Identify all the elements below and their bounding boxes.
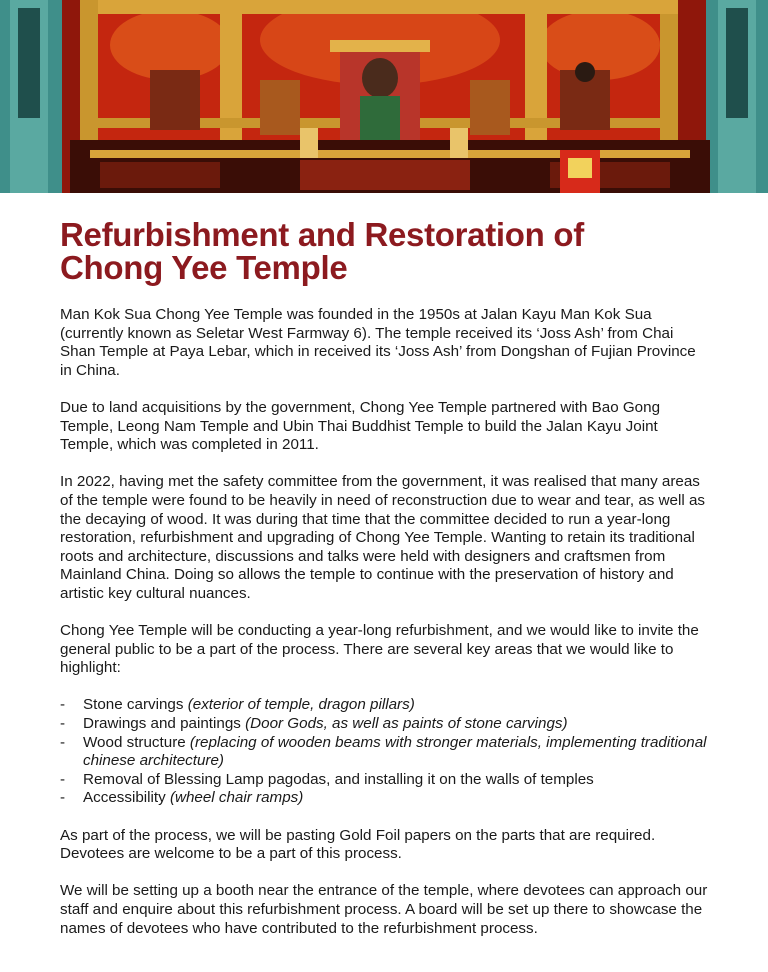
bullet-dash: - [60, 696, 66, 714]
list-item-detail: (replacing of wooden beams with stronger materials, implementing traditional chinese architecture) [83, 733, 707, 770]
key-areas-list [60, 696, 710, 808]
article [60, 218, 710, 957]
bullet-dash: - [60, 715, 66, 733]
temple-altar-illustration [0, 0, 768, 193]
bullet-dash: - [60, 789, 66, 807]
hero-temple-image [0, 0, 768, 193]
bullet-dash: - [60, 770, 66, 788]
list-item-detail: (exterior of temple, dragon pillars) [187, 696, 415, 714]
list-item-detail: (Door Gods, as well as paints of stone carvings) [245, 715, 568, 733]
paragraph-history: Man Kok Sua Chong Yee Temple was founded in the 1950s at Jalan Kayu Man Kok Sua (currently known as Seletar West Farmway 6). The temple received its ‘Joss Ash’ from Chai Shan Temple at Paya Lebar, which in received its ‘Joss Ash’ from Dongshan of Fujian Province in China. [60, 306, 696, 379]
article-title [60, 218, 710, 284]
list-item-label: Removal of Blessing Lamp pagodas, and installing it on the walls of temples [83, 770, 594, 788]
list-item [60, 696, 710, 715]
article-body [60, 306, 710, 938]
paragraph-gold-foil: As part of the process, we will be pasting Gold Foil papers on the parts that are required. Devotees are welcome to be a part of this process. [60, 826, 656, 863]
list-item [60, 771, 710, 790]
list-item-detail: (wheel chair ramps) [169, 789, 304, 807]
paragraph-partnership: Due to land acquisitions by the government, Chong Yee Temple partnered with Bao Gong Temple, Leong Nam Temple and Ubin Thai Buddhist Temple to build the Jalan Kayu Joint Temple, which was completed in 2011. [60, 398, 661, 454]
list-item [60, 789, 710, 808]
list-item-label: Stone carvings [83, 696, 188, 714]
paragraph-booth: We will be setting up a booth near the entrance of the temple, where devotees can approach our staff and enquire about this refurbishment process. A board will be set up there to showcase the names of devotees who have contributed to the refurbishment process. [60, 882, 708, 937]
list-item-label: Drawings and paintings [83, 715, 246, 733]
list-item [60, 734, 710, 771]
list-item-label: Accessibility [83, 789, 170, 807]
title-line-2: Chong Yee Temple [60, 249, 348, 286]
paragraph-invitation: Chong Yee Temple will be conducting a year-long refurbishment, and we would like to invite the general public to be a part of the process. There are several key areas that we would like to highlight: [60, 622, 699, 677]
paragraph-restoration: In 2022, having met the safety committee from the government, it was realised that many areas of the temple were found to be heavily in need of reconstruction due to wear and tear, as well as the decaying of wood. It was during that time that the committee decided to run a year-long restoration, refurbishment and upgrading of Chong Yee Temple. Wanting to retain its traditional roots and architecture, discussions and talks were held with designers and craftsmen from Mainland China. Doing so allows the temple to continue with the preservation of history and artistic key cultural nuances. [60, 473, 706, 602]
list-item-label: Wood structure [83, 733, 190, 751]
title-line-1: Refurbishment and Restoration of [60, 216, 584, 253]
bullet-dash: - [60, 733, 66, 751]
list-item [60, 715, 710, 734]
